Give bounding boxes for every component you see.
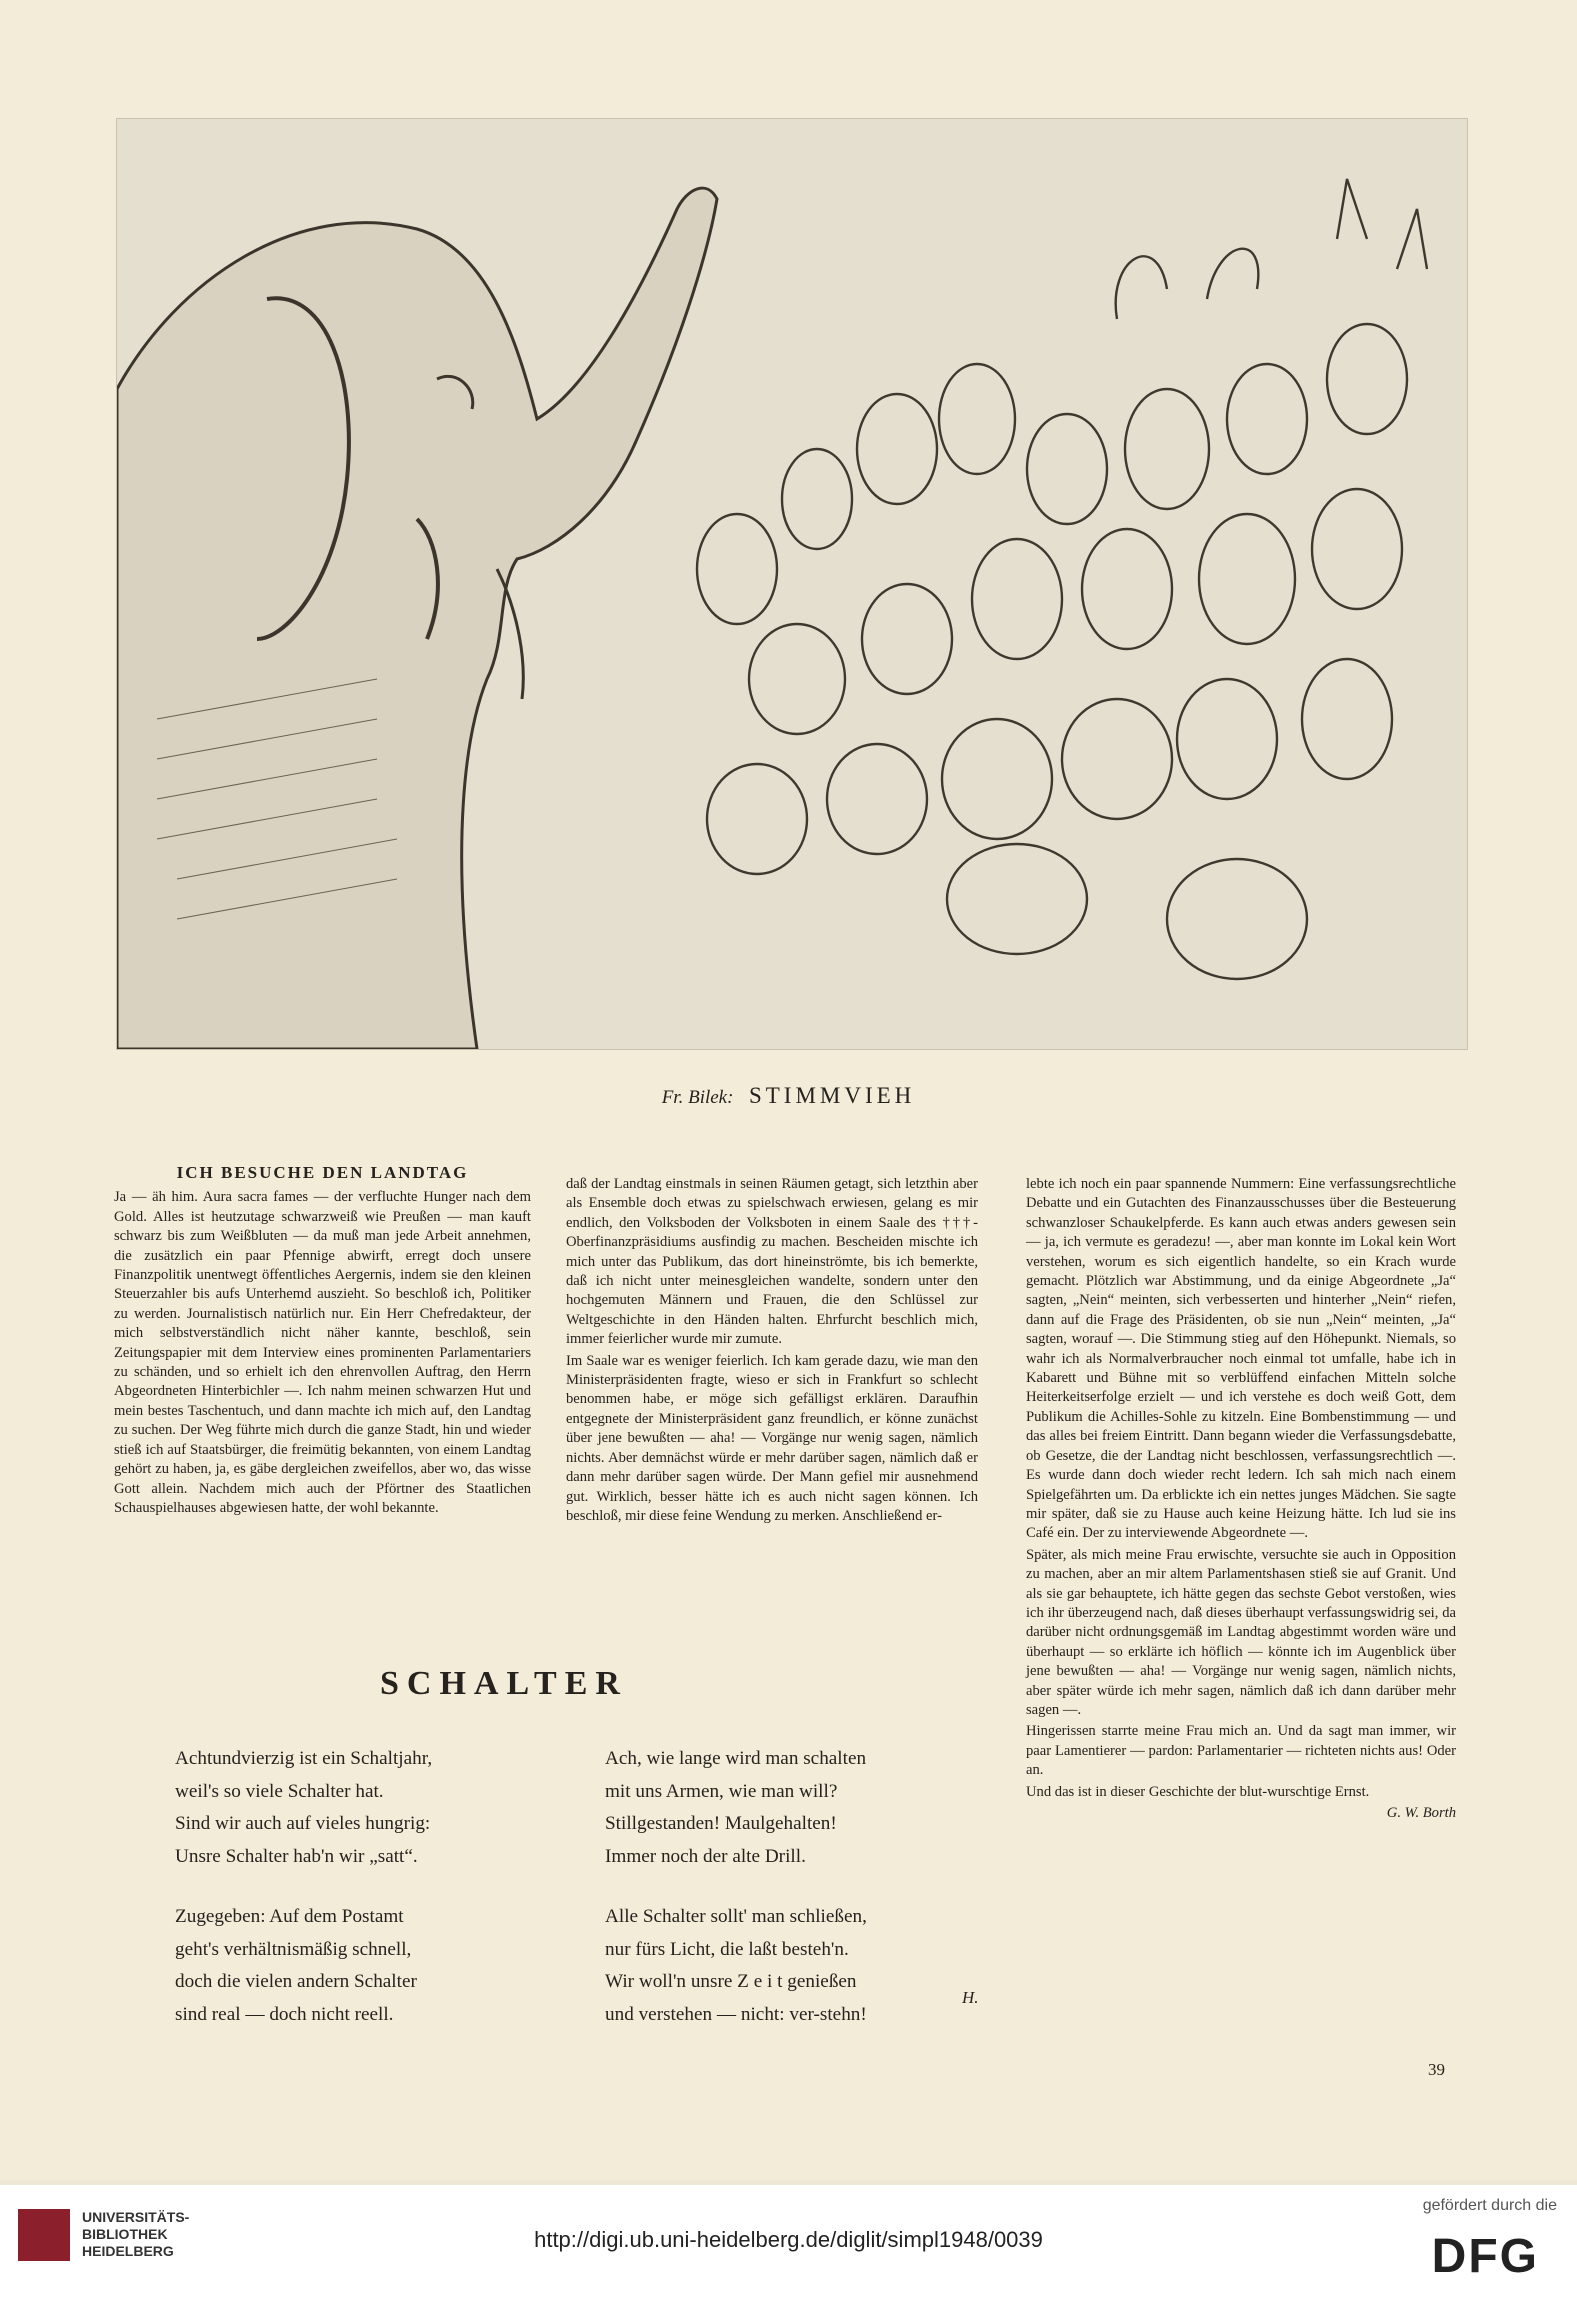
support-text: gefördert durch die: [1422, 2197, 1557, 2214]
poem-column-left: [175, 1743, 515, 2059]
article-paragraph: lebte ich noch ein paar spannende Nummern: Eine verfassungsrechtliche Debatte und ein Gutachten des Finanzausschusses über die Besteuerung schwanzloser Schaukelpferde. Es kann auch etwas anders gewesen sein — ja, ich vermute es geradezu! —, aber man konnte im Lokal kein Wort verstehen, worum es sich eigentlich handelte, so ein Krach wurde gemacht. Plötzlich war Abstimmung, und da einige Abgeordnete „Ja“ sagten, „Nein“ meinten, sich verbesserten und hinterher „Nein“ riefen, dann auf die Frage des Präsidenten, ob sie nun „Nein“ meinten, „Ja“ sagten, worauf —. Die Stimmung stieg auf den Höhepunkt. Niemals, so wahr ich als Normalverbraucher noch einmal tot umfalle, habe ich in Kabarett und Bühne mit so verblüffend einfachen Mitteln solche Heiterkeitserfolge erzielt — und ich verstehe es doch weiß Gott, dem Publikum die Achilles-Sohle zu kitzeln. Eine Bombenstimmung — und das alles bei freiem Eintritt. Dann begann wieder die Verfassungsdebatte, ob Gesetze, die der Landtag nicht beschlossen, verfassungsrechtlich —. Es wurde dann doch wieder recht ledern. Ich sah mich nach einem Spielgefährten um. Da erblickte ich ein nettes junges Mädchen. Sie sagte mir später, daß sie zu Hause auch keine Heizung hätte. Ich lud sie ins Café ein. Der zu interviewende Abgeordnete —.: [1026, 1176, 1456, 1542]
illustration-caption: [0, 1083, 1577, 1109]
poem-title: SCHALTER: [380, 1665, 628, 1702]
poem-line: Immer noch der alte Drill.: [605, 1845, 806, 1867]
poem-line: Stillgestanden! Maulgehalten!: [605, 1813, 837, 1834]
illustration: [116, 118, 1468, 1050]
poem-line: weil's so viele Schalter hat.: [175, 1780, 384, 1802]
poem-line: Alle Schalter sollt' man schließen,: [605, 1906, 867, 1927]
poem-stanza: [175, 1743, 515, 1873]
poem-stanza: [605, 1743, 990, 1873]
poem-line: Sind wir auch auf vieles hungrig:: [175, 1813, 431, 1834]
library-name: UNIVERSITÄTS- BIBLIOTHEK HEIDELBERG: [82, 2209, 190, 2259]
poem-line: Achtundvierzig ist ein Schaltjahr,: [175, 1748, 433, 1769]
article-paragraph: Im Saale war es weniger feierlich. Ich kam gerade dazu, wie man den Ministerpräsidenten fragte, wieso er sich in Frankfurt so schlecht benommen habe, er möge sich gefälligst erklären. Daraufhin entgegnete der Ministerpräsident ganz freundlich, er könne zunächst über jene bewußten — aha! — Vorgänge nur wenig sagen, nämlich nichts. Aber demnächst würde er mehr darüber sagen, nämlich daß er dann mehr darüber sagen würde. Der Mann gefiel mir ausnehmend gut. Wirklich, besser hätte ich es auch nicht sagen können. Ich beschloß, mir diese feine Wendung zu merken. Anschließend er-: [566, 1352, 978, 1524]
footer-bar: [0, 2185, 1577, 2304]
poem-column-right: [605, 1743, 990, 2059]
elephant-drawing: [117, 119, 1467, 1049]
poem-line: doch die vielen andern Schalter: [175, 1971, 417, 1992]
article-column-2: [566, 1175, 978, 1528]
poem-line: und verstehen — nicht: ver-stehn!: [605, 2003, 867, 2025]
article-signature: G. W. Borth: [1386, 1805, 1456, 1821]
poem-line: Unsre Schalter hab'n wir „satt“.: [175, 1845, 418, 1867]
poem-line: Wir woll'n unsre Z e i t genießen: [605, 1971, 857, 1992]
poem-stanza: [605, 1901, 990, 2031]
article-paragraph: Später, als mich meine Frau erwischte, versuchte sie auch in Opposition zu machen, aber an mir altem Parlamentshasen stieß sie auf Granit. Und als sie gar behauptete, ich hätte gegen das sechste Gebot verstoßen, wies ich ihr überzeugend nach, daß dieses überhaupt verfassungswidrig sei, da darüber nicht ordnungsgemäß im Landtag abgestimmt worden wäre und überhaupt — so erklärte ich höflich — könnte ich im Augenblick über jene bewußten — aha! — Vorgänge nur wenig sagen, nämlich nichts, aber später würde ich mehr sagen, nämlich daß ich dann darüber mehr sagen —.: [1026, 1546, 1456, 1718]
poem-line: sind real — doch nicht reell.: [175, 2003, 394, 2025]
poem-line: Ach, wie lange wird man schalten: [605, 1748, 867, 1769]
permalink[interactable]: http://digi.ub.uni-heidelberg.de/diglit/simpl1948/0039: [534, 2227, 1043, 2252]
article-column-3: [1026, 1175, 1456, 1823]
article-column-1: [114, 1163, 531, 1520]
article-paragraph: Und das ist in dieser Geschichte der blut-wurschtige Ernst.: [1026, 1783, 1370, 1800]
poem-line: mit uns Armen, wie man will?: [605, 1780, 838, 1802]
poem-line: geht's verhältnismäßig schnell,: [175, 1938, 412, 1960]
article-heading: ICH BESUCHE DEN LANDTAG: [176, 1163, 469, 1182]
dfg-logo: DFG: [1431, 2230, 1539, 2283]
article-paragraph: Ja — äh him. Aura sacra fames — der verfluchte Hunger nach dem Gold. Alles ist heutzutage schwarzweiß wie Preußen — man kauft schwarz bis zum Weißbluten — da muß man jede Arbeit annehmen, die zusätzlich ein paar Pfennige abwirft, erregt doch unsere Finanzpolitik unentwegt öffentliches Aergernis, indem sie den kleinen Steuerzahler bis aufs Unterhemd auszieht. So beschloß ich, Politiker zu werden. Journalistisch natürlich nur. Ein Herr Chefredakteur, der mich selbstverständlich nicht näher kannte, beschloß, sein Zeitungspapier mit dem Interview eines prominenten Parlamentariers zu schänden, und so erhielt ich den ehrenvollen Auftrag, den Herrn Abgeordneten Hinterbichler —. Ich nahm meinen schwarzen Hut und mein bestes Taschentuch, und dann machte ich mich auf, den Landtag zu suchen. Der Weg führte mich durch die ganze Stadt, hin und wieder stieß ich auf Staatsbürger, die freimütig bekannten, von einem Landtag gehört zu haben, ja, es gäbe dergleichen zweifellos, aber wo, das wisse Gott allein. Nachdem mich auch der Pförtner des Staatlichen Schauspielhauses abgewiesen hatte, der wohl bekannte.: [114, 1189, 531, 1516]
poem-author: H.: [962, 1988, 979, 2007]
article-paragraph: daß der Landtag einstmals in seinen Räumen getagt, sich letzthin aber als Ensemble doch etwas zu spielschwach erwiesen, gelang es mir endlich, den Volksboden der Volksboten in einem Saale des †††-Oberfinanzpräsidiums ausfindig zu machen. Bescheiden mischte ich mich unter das Publikum, das dort hineinströmte, bis ich bemerkte, daß ich nicht unter meinesgleichen wandelte, sondern unter den hochgemuten Männern und Frauen, die den Schlüssel zur Weltgeschichte in den Händen halten. Ehrfurcht beschlich mich, immer feierlicher wurde mir zumute.: [566, 1176, 978, 1348]
caption-credit: Fr. Bilek:: [661, 1087, 734, 1108]
poem-stanza: [175, 1901, 515, 2031]
poem-line: nur fürs Licht, die laßt besteh'n.: [605, 1938, 849, 1960]
caption-title: STIMMVIEH: [748, 1083, 916, 1108]
page-number: 39: [1428, 2060, 1445, 2079]
article-paragraph: Hingerissen starrte meine Frau mich an. Und da sagt man immer, wir paar Lamentierer — pardon: Parlamentarier — richteten nichts aus! Oder an.: [1026, 1723, 1456, 1779]
poem-line: Zugegeben: Auf dem Postamt: [175, 1906, 404, 1927]
